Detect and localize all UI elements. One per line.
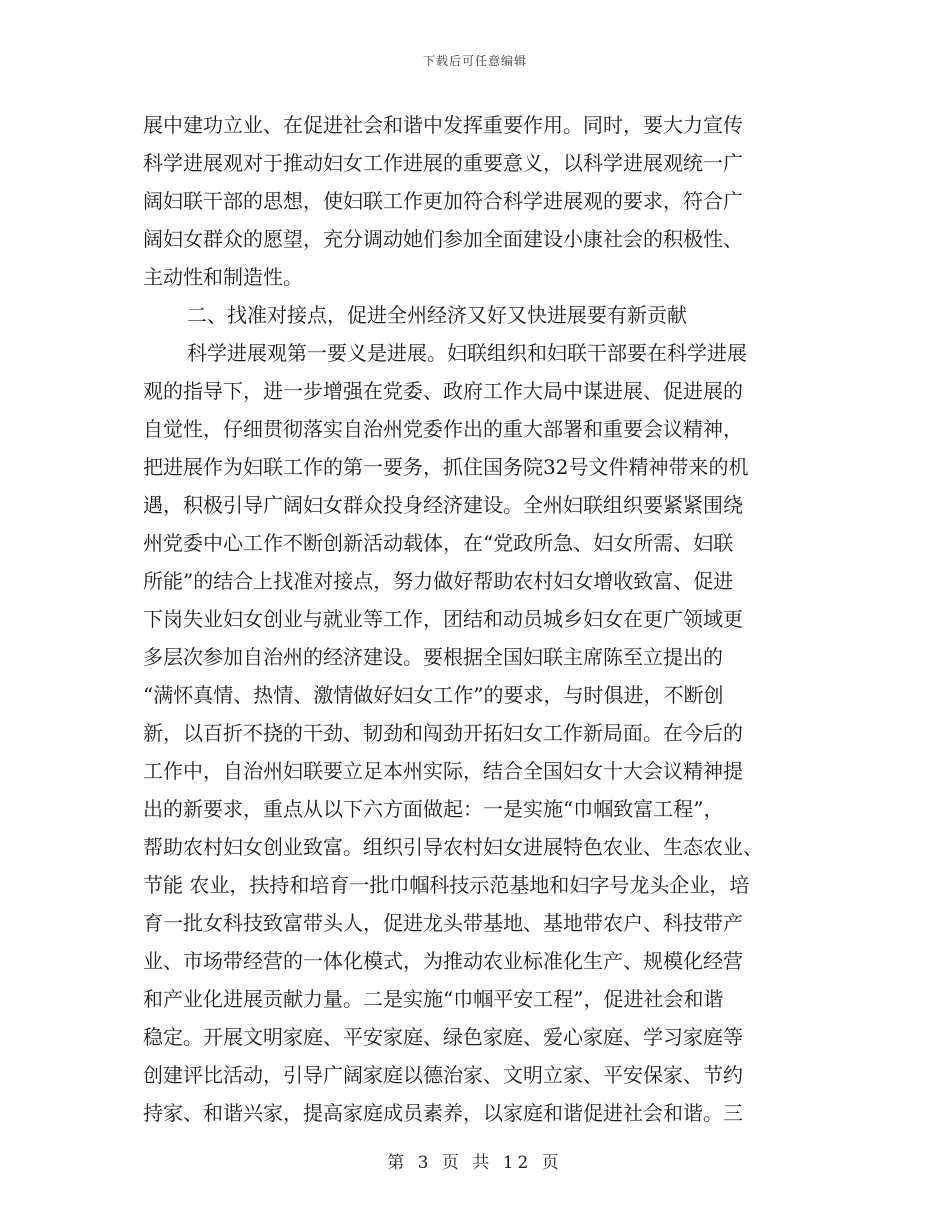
- body-line: 下岗失业妇女创业与就业等工作，团结和动员城乡妇女在更广领域更: [143, 607, 743, 631]
- body-line: 所能”的结合上找准对接点，努力做好帮助农村妇女增收致富、促进: [143, 569, 734, 593]
- page-header-note: 下载后可任意编辑: [422, 54, 527, 68]
- section-heading: 二、找准对接点，促进全州经济又好又快进展要有新贡献: [187, 303, 687, 327]
- body-line: 帮助农村妇女创业致富。组织引导农村妇女进展特色农业、生态农业、: [143, 835, 763, 859]
- body-line: 业、市场带经营的一体化模式，为推动农业标准化生产、规模化经营: [143, 949, 743, 973]
- document-body: [143, 106, 803, 1132]
- body-line: “满怀真情、热情、激情做好妇女工作”的要求，与时俱进，不断创: [143, 683, 724, 707]
- body-line: 稳定。开展文明家庭、平安家庭、绿色家庭、爱心家庭、学习家庭等: [143, 1025, 743, 1049]
- body-line: 观的指导下，进一步增强在党委、政府工作大局中谋进展、促进展的: [143, 379, 743, 403]
- body-line: 阔妇联干部的思想，使妇联工作更加符合科学进展观的要求，符合广: [143, 189, 743, 213]
- body-line: 新，以百折不挠的干劲、韧劲和闯劲开拓妇女工作新局面。在今后的: [143, 721, 743, 745]
- body-line: 阔妇女群众的愿望，充分调动她们参加全面建设小康社会的积极性、: [143, 227, 743, 251]
- body-line: 出的新要求，重点从以下六方面做起：一是实施“巾帼致富工程”，: [143, 797, 724, 821]
- paragraph-first-line: 科学进展观第一要义是进展。妇联组织和妇联干部要在科学进展: [187, 341, 747, 365]
- body-line: 科学进展观对于推动妇女工作进展的重要意义，以科学进展观统一广: [143, 151, 743, 175]
- body-line: 持家、和谐兴家，提高家庭成员素养，以家庭和谐促进社会和谐。三: [143, 1101, 743, 1125]
- body-line: 主动性和制造性。: [143, 265, 303, 289]
- body-line: 自觉性，仔细贯彻落实自治州党委作出的重大部署和重要会议精神，: [143, 417, 743, 441]
- body-line: 育一批女科技致富带头人，促进龙头带基地、基地带农户、科技带产: [143, 911, 743, 935]
- body-line: 节能 农业，扶持和培育一批巾帼科技示范基地和妇字号龙头企业，培: [143, 873, 750, 897]
- body-line: 多层次参加自治州的经济建设。要根据全国妇联主席陈至立提出的: [143, 645, 723, 669]
- body-line: 州党委中心工作不断创新活动载体，在“党政所急、妇女所需、妇联: [143, 531, 734, 555]
- body-line: 把进展作为妇联工作的第一要务，抓住国务院32号文件精神带来的机: [143, 455, 749, 479]
- body-line: 工作中，自治州妇联要立足本州实际，结合全国妇女十大会议精神提: [143, 759, 743, 783]
- body-line: 创建评比活动，引导广阔家庭以德治家、文明立家、平安保家、节约: [143, 1063, 743, 1087]
- body-line: 和产业化进展贡献力量。二是实施“巾帼平安工程”，促进社会和谐: [143, 987, 724, 1011]
- body-line: 展中建功立业、在促进社会和谐中发挥重要作用。同时，要大力宣传: [143, 113, 743, 137]
- page-number-footer: 第 3 页 共 12 页: [387, 1153, 563, 1173]
- body-line: 遇，积极引导广阔妇女群众投身经济建设。全州妇联组织要紧紧围绕: [143, 493, 743, 517]
